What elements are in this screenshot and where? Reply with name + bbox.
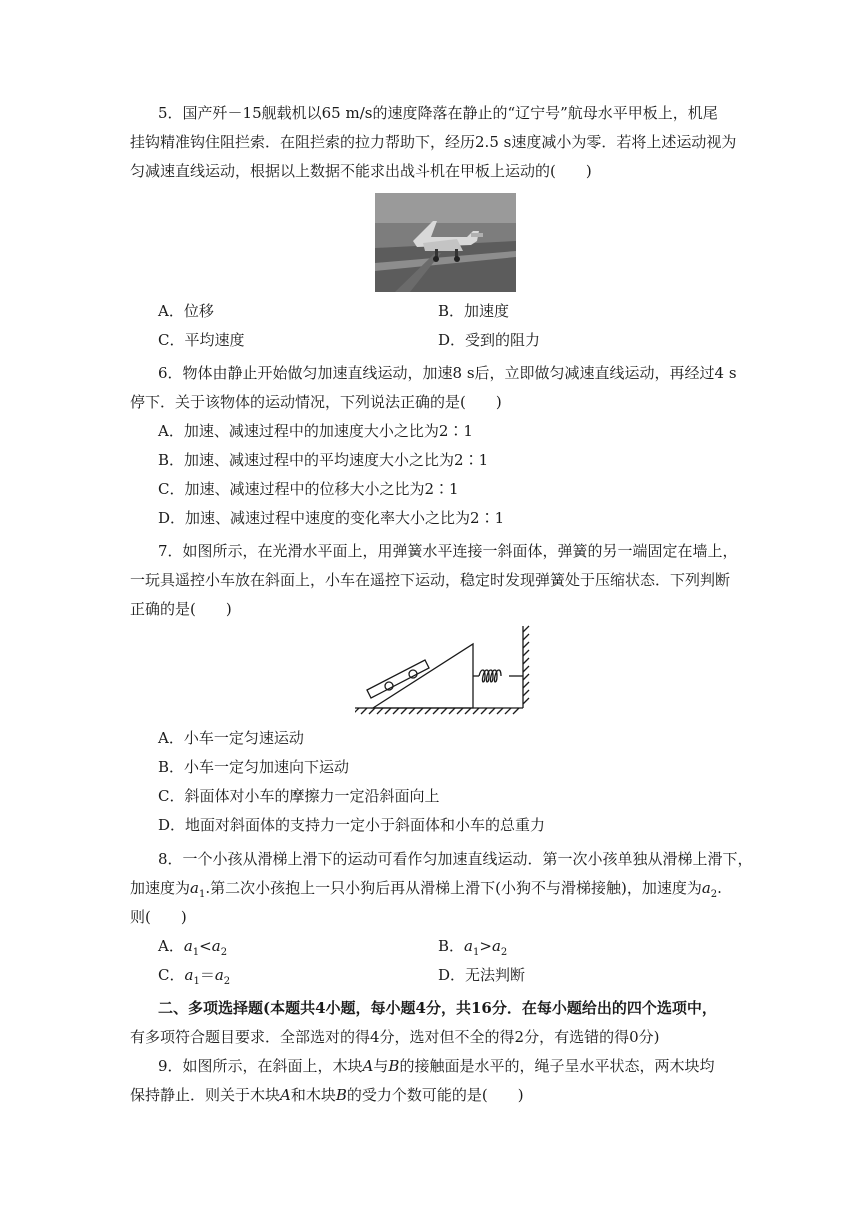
q8-sub-1: 1 — [198, 889, 206, 900]
q8-option-b-var2: a — [491, 937, 501, 955]
q8-line-3: 则( ) — [130, 908, 187, 926]
q8-line-2-post: .第二次小孩抱上一只小狗后再从滑梯上滑下(小狗不与滑梯接触)，加速度为 — [205, 879, 702, 897]
q8-option-a-var2: a — [211, 937, 221, 955]
q8-line-2 — [130, 877, 722, 906]
q8-option-c-sub2: 2 — [223, 976, 231, 987]
q5-line-2: 挂钩精准钩住阻拦索．在阻拦索的拉力帮助下，经历2.5 s速度减小为零．若将上述运动视为 — [130, 133, 737, 151]
q9-var-b: B — [388, 1057, 400, 1075]
q8-line-2-pre: 加速度为 — [130, 879, 191, 897]
fighter-jet-photo — [375, 193, 516, 292]
q8-option-c-var2: a — [214, 966, 224, 984]
q8-line-2-end: . — [717, 879, 722, 897]
q6-option-c: C．加速、减速过程中的位移大小之比为2∶1 — [158, 480, 459, 498]
q8-option-c-rel: ＝ — [199, 966, 215, 984]
q5-option-b: B．加速度 — [438, 302, 510, 320]
q7-option-a: A．小车一定匀速运动 — [158, 729, 304, 747]
q5-line-1: 5．国产歼－15舰载机以65 m/s的速度降落在静止的“辽宁号”航母水平甲板上，机尾 — [158, 104, 718, 122]
incline-spring-diagram — [355, 624, 535, 716]
q9-line-2-a: 保持静止．则关于木块 — [130, 1086, 281, 1104]
q9-line-2-b: 和木块 — [290, 1086, 336, 1104]
q8-option-b-sub1: 1 — [472, 947, 480, 958]
q9-line-1-c: 的接触面是水平的，绳子呈水平状态，两木块均 — [399, 1057, 715, 1075]
q8-option-a-rel: < — [199, 937, 212, 955]
q5-line-3: 匀减速直线运动，根据以上数据不能求出战斗机在甲板上运动的( ) — [130, 162, 592, 180]
q7-option-b: B．小车一定匀加速向下运动 — [158, 758, 350, 776]
q6-option-a: A．加速、减速过程中的加速度大小之比为2∶1 — [158, 422, 473, 440]
q8-option-a — [158, 935, 227, 964]
q6-option-b: B．加速、减速过程中的平均速度大小之比为2∶1 — [158, 451, 489, 469]
section-2-line-2: 有多项符合题目要求．全部选对的得4分，选对但不全的得2分，有选错的得0分) — [130, 1028, 660, 1046]
q8-var-a2: a — [701, 879, 711, 897]
q8-option-b-rel: > — [479, 937, 492, 955]
q8-option-b-var1: a — [464, 937, 473, 955]
fighter-jet-icon — [375, 193, 516, 292]
q7-option-c: C．斜面体对小车的摩擦力一定沿斜面向上 — [158, 787, 440, 805]
q8-option-c-sub1: 1 — [193, 976, 200, 987]
q9-line-1 — [158, 1055, 714, 1077]
q7-line-2: 一玩具遥控小车放在斜面上，小车在遥控下运动，稳定时发现弹簧处于压缩状态．下列判断 — [130, 571, 731, 589]
q7-line-1: 7．如图所示，在光滑水平面上，用弹簧水平连接一斜面体，弹簧的另一端固定在墙上， — [158, 542, 738, 560]
q5-option-a: A．位移 — [158, 302, 214, 320]
q8-option-c-label: C． — [158, 966, 185, 984]
q9-var-a-2: A — [280, 1086, 291, 1104]
q8-option-a-sub2: 2 — [220, 947, 228, 958]
q7-option-d: D．地面对斜面体的支持力一定小于斜面体和小车的总重力 — [158, 816, 546, 834]
q8-sub-2: 2 — [710, 889, 718, 900]
q8-option-a-sub1: 1 — [192, 947, 200, 958]
q6-line-2: 停下．关于该物体的运动情况，下列说法正确的是( ) — [130, 393, 502, 411]
q8-option-b-sub2: 2 — [500, 947, 508, 958]
q9-var-a: A — [362, 1057, 374, 1075]
q8-line-1: 8．一个小孩从滑梯上滑下的运动可看作匀加速直线运动．第一次小孩单独从滑梯上滑下， — [158, 850, 753, 868]
q8-option-a-label: A． — [158, 937, 184, 955]
q9-var-b-2: B — [335, 1086, 347, 1104]
q9-line-1-a: 9．如图所示，在斜面上，木块 — [158, 1057, 363, 1075]
q9-line-1-b: 与 — [373, 1057, 389, 1075]
q8-option-b-label: B． — [438, 937, 465, 955]
q8-option-c-var1: a — [184, 966, 194, 984]
q5-option-c: C．平均速度 — [158, 331, 245, 349]
q8-option-d: D．无法判断 — [438, 966, 526, 984]
q6-line-1: 6．物体由静止开始做匀加速直线运动，加速8 s后，立即做匀减速直线运动，再经过4 s — [158, 364, 737, 382]
q8-option-c — [158, 964, 230, 993]
q7-line-3: 正确的是( ) — [130, 600, 232, 618]
q8-var-a: a — [190, 879, 199, 897]
q9-line-2-c: 的受力个数可能的是( ) — [346, 1086, 524, 1104]
q8-option-b — [438, 935, 507, 964]
q5-option-d: D．受到的阻力 — [438, 331, 541, 349]
q6-option-d: D．加速、减速过程中速度的变化率大小之比为2∶1 — [158, 509, 505, 527]
section-2-heading: 二、多项选择题(本题共4小题，每小题4分，共16分．在每小题给出的四个选项中， — [158, 999, 717, 1017]
q8-option-a-var1: a — [183, 937, 193, 955]
q9-line-2 — [130, 1084, 524, 1106]
